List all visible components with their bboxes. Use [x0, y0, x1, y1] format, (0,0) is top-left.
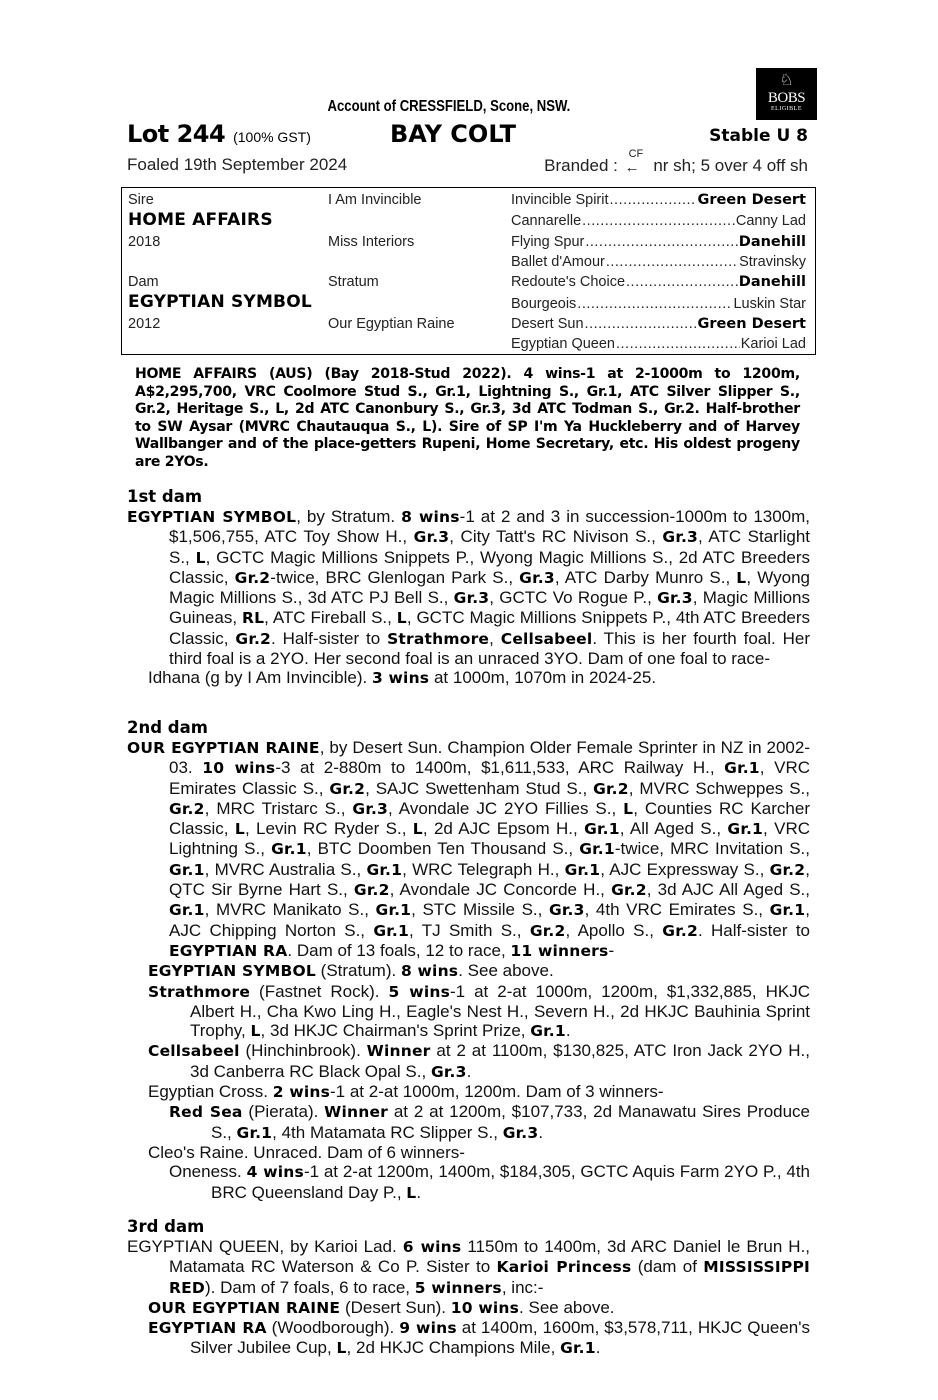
bold-text: Gr.2 [235, 629, 272, 648]
gen3-sire: Stravinsky [739, 254, 806, 270]
text: . Dam of 13 foals, 12 to race, [287, 940, 511, 960]
bold-text: Gr.2 [169, 799, 205, 818]
bold-text: Gr.1 [564, 860, 601, 879]
gen3-name: Invincible Spirit [511, 192, 609, 208]
text: . This is her fourth foal. Her third foal is a 2YO. Her second foal is an unraced 3YO. Dam of one foal to race- [169, 628, 810, 669]
gen3-sire: Danehill [738, 234, 806, 250]
bold-text: Gr.3 [430, 1062, 467, 1081]
pedigree-gen3-row [511, 273, 806, 291]
gen3-sire: Danehill [738, 274, 806, 290]
text: (dam of [631, 1257, 704, 1277]
second-dam-section [127, 718, 810, 1203]
horse-head-icon: ♘ [779, 72, 794, 89]
text: - [608, 940, 615, 960]
text: -1 at 2-at 1200m, 1400m, $184,305, GCTC Aquis Farm 2YO P., 4th BRC Queensland Day P., [211, 1162, 810, 1202]
bold-text: Gr.3 [657, 589, 693, 608]
bold-text: Gr.1 [579, 840, 615, 859]
text: , All Aged S., [619, 819, 728, 839]
third-dam-section [127, 1217, 810, 1359]
leader-dots [585, 233, 737, 251]
bold-text: Strathmore [148, 982, 251, 1001]
bold-text: Cellsabeel [148, 1042, 240, 1061]
text: Idhana (g by I Am Invincible). [148, 668, 372, 688]
bold-text: Gr.1 [724, 759, 760, 778]
dam-entry [127, 668, 810, 688]
bold-text: L [195, 548, 206, 567]
bold-text: L [336, 1339, 347, 1358]
gen3-name: Cannarelle [511, 213, 582, 229]
first-dam-section [127, 487, 810, 689]
dam-entry [127, 982, 810, 1042]
leader-dots [606, 253, 738, 271]
gen3-name: Desert Sun [511, 316, 584, 332]
text: , 4th VRC Emirates S., [584, 900, 770, 920]
bold-text: 8 wins [400, 962, 459, 981]
leader-dots [585, 315, 697, 333]
stable-location: Stable U 8 [709, 126, 808, 146]
text: . [595, 1338, 601, 1358]
bold-text: Gr.2 [234, 568, 271, 587]
bold-text: EGYPTIAN SYMBOL [148, 962, 316, 981]
bold-text: Strathmore [387, 629, 490, 648]
text: , 2d HKJC Champions Mile, [346, 1338, 561, 1358]
dam-entries [127, 738, 810, 1203]
bold-text: Gr.2 [611, 881, 647, 900]
bold-text: 6 wins [402, 1238, 462, 1256]
gen3-name: Bourgeois [511, 296, 577, 312]
dam-name: EGYPTIAN SYMBOL [128, 292, 312, 312]
lot-label: Lot 244 [127, 120, 226, 148]
text: , STC Missile S., [411, 900, 549, 920]
brand-mark-icon [624, 148, 647, 176]
text: , 3d AJC All Aged S., [646, 880, 810, 900]
bold-text: 2 wins [272, 1083, 331, 1102]
vendor-account [189, 98, 749, 116]
gen3-sire: Luskin Star [733, 296, 806, 312]
gen3-sire: Green Desert [697, 192, 806, 208]
lot-header [127, 120, 810, 150]
text: . Half-sister to [697, 920, 811, 940]
brand-info [544, 148, 808, 176]
section-heading: 2nd dam [127, 718, 208, 737]
gen3-sire: Canny Lad [735, 213, 806, 229]
text: (Woodborough). [266, 1318, 400, 1338]
gen3-name: Ballet d'Amour [511, 254, 605, 270]
bold-text: Gr.2 [593, 779, 629, 798]
text: , ATC Darby Munro S., [554, 567, 737, 587]
brand-arrow-icon: ← [624, 159, 640, 176]
text: , GCTC Vo Rogue P., [489, 588, 658, 608]
logo-title: BOBS [767, 90, 806, 106]
dam-label: Dam [128, 274, 159, 290]
sire-sire: I Am Invincible [328, 192, 422, 208]
sire-dam: Miss Interiors [328, 234, 415, 250]
bold-text: Gr.2 [329, 779, 366, 798]
bold-text: Gr.2 [662, 921, 698, 940]
text: , Counties RC Karcher Classic, [169, 798, 810, 839]
dam-entry [127, 1082, 810, 1102]
text: , BTC Doomben Ten Thousand S., [306, 839, 580, 859]
bold-text: 10 wins [202, 759, 276, 778]
text: , VRC Lightning S., [169, 819, 811, 859]
dam-entry [127, 738, 810, 961]
text: , ATC Starlight S., [169, 527, 810, 567]
text: , SAJC Swettenham Stud S., [365, 778, 594, 798]
text: (Hinchinbrook). [239, 1041, 367, 1061]
bold-text: Gr.3 [352, 799, 389, 818]
bold-text: Gr.1 [560, 1339, 596, 1358]
text: Cleo's Raine. Unraced. Dam of 6 winners- [148, 1142, 465, 1162]
text: , MVRC Schweppes S., [628, 778, 810, 798]
gst-note: (100% GST) [233, 129, 311, 145]
bold-text: L [396, 609, 407, 628]
bold-text: Gr.3 [453, 589, 490, 608]
bold-text: OUR EGYPTIAN RAINE [127, 739, 320, 757]
bold-text: OUR EGYPTIAN RAINE [148, 1298, 341, 1317]
pedigree-gen3-row [511, 315, 806, 333]
gen3-sire: Green Desert [697, 316, 806, 332]
dam-entry [127, 1298, 810, 1318]
bold-text: Gr.1 [373, 921, 409, 940]
text: at 2 at 1200m, $107,733, 2d Manawatu Sires Produce S., [211, 1102, 811, 1142]
bold-text: Red Sea [169, 1103, 243, 1122]
bold-text: Gr.1 [271, 840, 307, 859]
bold-text: MISSISSIPPI RED [169, 1258, 810, 1297]
bold-text: 9 wins [399, 1319, 457, 1338]
bold-text: EGYPTIAN RA [169, 941, 288, 960]
leader-dots [610, 191, 697, 209]
bold-text: 10 wins [450, 1298, 520, 1317]
text: ). Dam of 7 foals, 6 to race, [205, 1277, 415, 1297]
pedigree-table [121, 187, 816, 355]
dam-sire: Stratum [328, 274, 379, 290]
dam-entry [127, 1162, 810, 1203]
text: , MVRC Australia S., [204, 859, 367, 879]
text: (Pierata). [242, 1102, 325, 1122]
dam-entries [127, 1237, 810, 1359]
text: -twice, MRC Invitation S., [614, 839, 810, 859]
bold-text: 4 wins [246, 1163, 304, 1182]
gen3-name: Egyptian Queen [511, 336, 615, 352]
dam-year: 2012 [128, 316, 161, 332]
brand-description: nr sh; 5 over 4 off sh [653, 156, 808, 175]
dam-entry [127, 961, 810, 981]
text: -1 at 2-at 1000m, 1200m, $1,332,885, HKJC Albert H., Cha Kwo Ling H., Eagle's Nest H., Severn H., 2d HKJC Bauhinia Sprint Trophy, [190, 981, 811, 1041]
pedigree-gen3-row [511, 233, 806, 251]
text: , City Tatt's RC Nivison S., [449, 527, 663, 547]
leader-dots [582, 212, 735, 230]
text: (Fastnet Rock). [250, 981, 389, 1001]
text: , ATC Fireball S., [264, 608, 397, 628]
text: , MRC Tristarc S., [204, 798, 353, 818]
text: . See above. [519, 1297, 615, 1317]
brand-letters: CF [628, 148, 644, 160]
text: , 2d AJC Epsom H., [422, 819, 585, 839]
text: -1 at 2-at 1000m, 1200m. Dam of 3 winners- [330, 1082, 664, 1102]
bold-text: Gr.1 [769, 901, 806, 920]
bold-text: Gr.1 [727, 820, 764, 839]
text: (Desert Sun). [340, 1297, 451, 1317]
pedigree-gen3-row [511, 253, 806, 271]
pedigree-gen3-row [511, 335, 806, 353]
bold-text: Gr.1 [530, 1022, 566, 1041]
bold-text: L [250, 1022, 261, 1041]
text: , GCTC Magic Millions Snippets P., Wyong Magic Millions S., 2d ATC Breeders Classic, [169, 547, 810, 587]
section-heading: 3rd dam [127, 1217, 205, 1236]
text: (Stratum). [315, 961, 401, 981]
bold-text: L [623, 799, 634, 818]
text: , 4th Matamata RC Slipper S., [272, 1122, 503, 1142]
bobs-eligible-logo [756, 68, 817, 120]
bold-text: 11 winners [510, 941, 609, 960]
text: , by Desert Sun. Champion Older Female Sprinter in NZ in 2002-03. [169, 738, 811, 778]
bold-text: Gr.1 [169, 901, 205, 920]
bold-text: Gr.3 [548, 901, 585, 920]
text: , TJ Smith S., [408, 920, 530, 940]
bold-text: EGYPTIAN SYMBOL [127, 508, 297, 526]
bold-text: 3 wins [371, 669, 430, 688]
gen3-name: Redoute's Choice [511, 274, 626, 290]
text: , Wyong Magic Millions S., 3d ATC PJ Bell S., [169, 567, 810, 608]
pedigree-gen3-row [511, 295, 806, 313]
bold-text: Gr.1 [236, 1123, 273, 1142]
text: . Half-sister to [271, 628, 388, 648]
text: , WRC Telegraph H., [402, 859, 565, 879]
gen3-sire: Karioi Lad [740, 336, 806, 352]
bold-text: Gr.3 [519, 568, 555, 587]
bold-text: Gr.1 [375, 901, 412, 920]
pedigree-gen3-row [511, 212, 806, 230]
bold-text: L [406, 1183, 417, 1202]
text: , AJC Chipping Norton S., [169, 900, 810, 940]
bold-text: Gr.2 [529, 921, 566, 940]
text: at 1400m, 1600m, $3,578,711, HKJC Queen's Silver Jubilee Cup, [190, 1318, 811, 1358]
bold-text: 8 wins [401, 508, 460, 526]
bold-text: Gr.2 [769, 860, 806, 879]
text: , GCTC Magic Millions Snippets P., 4th ATC Breeders Classic, [169, 608, 811, 648]
leader-dots [577, 295, 732, 313]
text: , QTC Sir Byrne Hart S., [169, 859, 810, 900]
text: . See above. [458, 961, 554, 981]
sire-name: HOME AFFAIRS [128, 210, 273, 230]
bold-text: Gr.2 [353, 881, 390, 900]
text: . [565, 1021, 571, 1041]
bold-text: Winner [324, 1103, 389, 1122]
dam-entries [127, 507, 810, 689]
bold-text: Gr.3 [502, 1123, 539, 1142]
branded-label: Branded : [544, 156, 618, 175]
text: , by Stratum. [296, 507, 402, 526]
text: 1150m to 1400m, 3d ARC Daniel le Brun H., Matamata RC Waterson & Co P. Sister to [169, 1237, 811, 1277]
leader-dots [616, 335, 740, 353]
bold-text: Gr.1 [584, 820, 620, 839]
text: , AJC Expressway S., [600, 859, 770, 879]
bold-text: 5 winners [414, 1278, 502, 1297]
bold-text: Gr.1 [169, 860, 205, 879]
text: -1 at 2 and 3 in succession-1000m to 1300m, $1,506,755, ATC Toy Show H., [169, 507, 811, 547]
text: , MVRC Manikato S., [204, 900, 376, 920]
pedigree-gen3-row [511, 191, 806, 209]
dam-entry [127, 1237, 810, 1298]
bold-text: EGYPTIAN RA [148, 1319, 267, 1338]
dam-entry [127, 1041, 810, 1082]
bold-text: Gr.3 [413, 528, 450, 547]
gen3-name: Flying Spur [511, 234, 585, 250]
bold-text: L [234, 820, 245, 839]
text: , Avondale JC 2YO Fillies S., [388, 798, 624, 818]
bold-text: Gr.3 [662, 528, 699, 547]
sire-label: Sire [128, 192, 154, 208]
dam-entry [127, 1318, 810, 1359]
text: , Magic Millions Guineas, [169, 588, 811, 628]
lot-number [127, 120, 311, 148]
text: , [489, 628, 501, 648]
dam-entry [127, 1102, 810, 1143]
bold-text: Winner [366, 1042, 431, 1061]
vendor-account-text: Account of CRESSFIELD, Scone, NSW. [327, 98, 571, 115]
text: . [416, 1182, 422, 1202]
foaled-date: Foaled 19th September 2024 [127, 155, 348, 174]
text: . [466, 1061, 472, 1081]
leader-dots [626, 273, 738, 291]
text: , Avondale JC Concorde H., [389, 880, 612, 900]
sire-year: 2018 [128, 234, 161, 250]
dam-dam: Our Egyptian Raine [328, 316, 455, 332]
text: , Apollo S., [565, 920, 663, 940]
bold-text: L [736, 568, 747, 587]
text: , 3d HKJC Chairman's Sprint Prize, [260, 1021, 531, 1041]
bold-text: RL [241, 609, 265, 628]
bold-text: Cellsabeel [500, 629, 593, 648]
text: EGYPTIAN QUEEN, by Karioi Lad. [127, 1237, 403, 1256]
text: at 2 at 1100m, $130,825, ATC Iron Jack 2YO H., 3d Canberra RC Black Opal S., [190, 1041, 810, 1081]
bold-text: Karioi Princess [496, 1258, 632, 1277]
text: -3 at 2-880m to 1400m, $1,611,533, ARC Railway H., [275, 758, 725, 778]
sire-biography: HOME AFFAIRS (AUS) (Bay 2018-Stud 2022). 4 wins-1 at 2-1000m to 1200m, A$2,295,700, VRC Coolmore Stud S., Gr.1, Lightning S., Gr.1, ATC Silver Slipper S., Gr.2, Heritage S., L, 2d ATC Canonbury S., Gr.3, 3d ATC Todman S., Gr.2. Half-brother to SW Aysar (MVRC Chautauqua S., L). Sire of SP I'm Ya Huckleberry and of Harvey Wallbanger and of the place-getters Rupeni, Home Secretary, etc. His oldest progeny are 2YOs. [135, 366, 800, 470]
section-heading: 1st dam [127, 487, 203, 506]
bold-text: 5 wins [388, 982, 450, 1001]
dam-entry [127, 507, 810, 668]
text: -twice, BRC Glenlogan Park S., [270, 567, 520, 587]
text: . [538, 1122, 544, 1142]
bold-text: L [412, 820, 423, 839]
text: at 1000m, 1070m in 2024-25. [429, 668, 657, 688]
text: , VRC Emirates Classic S., [169, 758, 810, 798]
text: Oneness. [169, 1162, 247, 1182]
bold-text: Gr.1 [366, 860, 403, 879]
dam-entry [127, 1143, 810, 1162]
text: , Levin RC Ryder S., [244, 819, 413, 839]
text: , inc:- [501, 1277, 544, 1297]
horse-description: BAY COLT [390, 120, 517, 148]
text: Egyptian Cross. [148, 1082, 273, 1102]
logo-subtitle: ELIGIBLE [771, 106, 802, 112]
